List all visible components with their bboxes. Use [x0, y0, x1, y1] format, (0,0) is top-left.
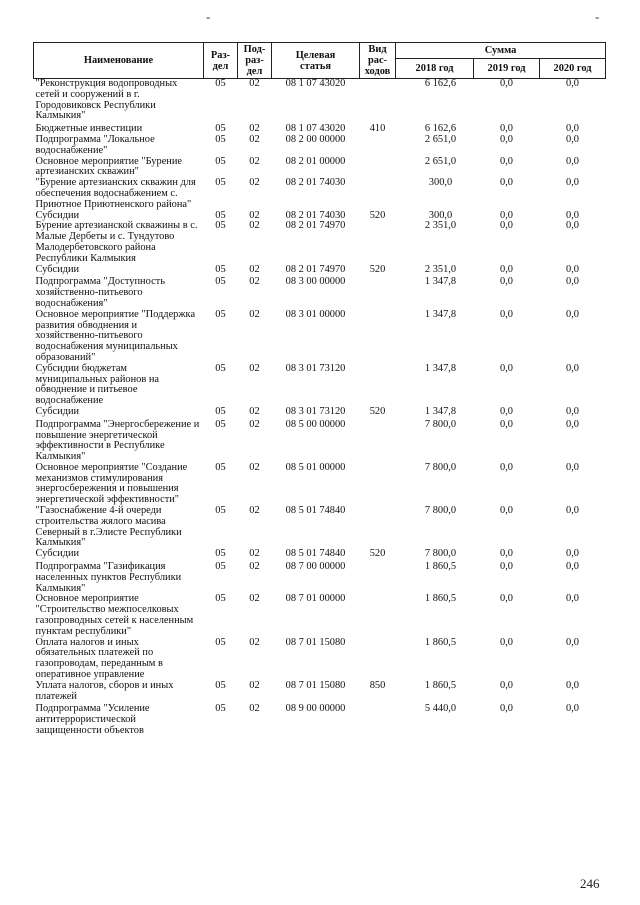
row-expense-type: [360, 594, 396, 637]
table-row: [34, 79, 606, 123]
row-expense-type: [360, 79, 396, 123]
row-razdel: 05: [215, 177, 226, 189]
row-razdel: 05: [215, 405, 226, 417]
row-sum-2020: 0,0: [566, 133, 579, 145]
table-row: [34, 681, 606, 703]
row-target-article: 08 7 01 00000: [285, 593, 346, 605]
row-target-article: 08 2 00 00000: [285, 133, 346, 145]
row-sum-2018: 7 800,0: [424, 461, 457, 473]
row-podrazdel: 02: [249, 220, 260, 232]
row-podrazdel: 02: [249, 636, 260, 648]
header-year-2018: 2018 год: [396, 59, 474, 79]
row-podrazdel: 02: [249, 362, 260, 374]
row-razdel: 05: [215, 133, 226, 145]
row-sum-2018: 7 800,0: [424, 505, 457, 517]
header-year-2019: 2019 год: [474, 59, 540, 79]
table-row: [34, 157, 606, 179]
row-podrazdel: 02: [249, 561, 260, 573]
row-name: Основное мероприятие "Создание механизмов стимулирования энергосбережения и повышения энергетической эффективности": [35, 461, 188, 506]
row-target-article: 08 2 01 74030: [285, 209, 346, 221]
row-name: Оплата налогов и иных обязательных платежей по газопроводам, переданным в оперативное управление: [35, 636, 163, 681]
row-sum-2018: 1 860,5: [424, 593, 457, 605]
header-target-article: Целевая статья: [272, 43, 360, 79]
row-sum-2018: 2 651,0: [424, 155, 457, 167]
table-row: [34, 506, 606, 549]
scan-mark-left: -: [206, 9, 211, 24]
row-expense-type: [360, 418, 396, 463]
row-expense-type: [360, 157, 396, 179]
row-razdel: 05: [215, 155, 226, 167]
row-sum-2019: 0,0: [500, 133, 513, 145]
row-expense-type: 520: [369, 548, 386, 560]
row-expense-type: 520: [369, 263, 386, 275]
row-sum-2018: 7 800,0: [424, 548, 457, 560]
row-sum-2019: 0,0: [500, 123, 513, 135]
page-number: 246: [580, 876, 600, 891]
row-razdel: 05: [215, 263, 226, 275]
row-sum-2018: 2 651,0: [424, 133, 457, 145]
row-name: Субсидии: [35, 209, 80, 221]
row-sum-2018: 1 860,5: [424, 679, 457, 691]
row-sum-2018: 1 347,8: [424, 405, 457, 417]
row-name: "Бурение артезианских скважин для обеспечения водоснабжением с. Приютное Приютненского района": [35, 177, 196, 210]
row-expense-type: [360, 135, 396, 157]
row-razdel: 05: [215, 78, 226, 89]
row-name: Подпрограмма "Энергосбережение и повышение энергетической эффективности в Республике Калмыкия": [35, 418, 200, 463]
row-razdel: 05: [215, 209, 226, 221]
table-row: [34, 549, 606, 560]
row-razdel: 05: [215, 461, 226, 473]
row-name: Подпрограмма "Доступность хозяйственно-питьевого водоснабжения": [35, 276, 165, 309]
row-name: Основное мероприятие "Поддержка развития обводнения и хозяйственно-питьевого водоснабжения муниципальных образований": [35, 308, 196, 363]
row-expense-type: 850: [369, 679, 386, 691]
row-sum-2018: 6 162,6: [424, 78, 457, 89]
row-razdel: 05: [215, 308, 226, 320]
row-sum-2019: 0,0: [500, 177, 513, 189]
row-name: Основное мероприятие "Бурение артезианских скважин": [35, 155, 183, 178]
row-sum-2020: 0,0: [566, 220, 579, 232]
row-name: "Реконструкция водопроводных сетей и сооружений в г. Городовиковск Республики Калмыкия": [35, 78, 178, 122]
row-sum-2019: 0,0: [500, 209, 513, 221]
row-podrazdel: 02: [249, 155, 260, 167]
row-sum-2018: 1 347,8: [424, 308, 457, 320]
row-expense-type: 410: [369, 123, 386, 135]
row-podrazdel: 02: [249, 133, 260, 145]
row-sum-2020: 0,0: [566, 78, 579, 89]
row-sum-2019: 0,0: [500, 461, 513, 473]
row-sum-2019: 0,0: [500, 548, 513, 560]
row-sum-2019: 0,0: [500, 593, 513, 605]
row-target-article: 08 3 01 73120: [285, 405, 346, 417]
table-row: [34, 560, 606, 594]
table-row: [34, 135, 606, 157]
row-sum-2020: 0,0: [566, 561, 579, 573]
row-razdel: 05: [215, 593, 226, 605]
table-row: [34, 407, 606, 418]
table-row: [34, 463, 606, 506]
row-sum-2019: 0,0: [500, 418, 513, 430]
table-row: [34, 418, 606, 463]
row-podrazdel: 02: [249, 308, 260, 320]
row-expense-type: [360, 702, 396, 736]
row-sum-2018: 1 347,8: [424, 276, 457, 288]
row-sum-2019: 0,0: [500, 263, 513, 275]
row-target-article: 08 5 00 00000: [285, 418, 346, 430]
row-sum-2019: 0,0: [500, 155, 513, 167]
row-razdel: 05: [215, 220, 226, 232]
row-podrazdel: 02: [249, 703, 260, 715]
header-year-2020: 2020 год: [540, 59, 606, 79]
row-sum-2020: 0,0: [566, 461, 579, 473]
row-name: Субсидии: [35, 263, 80, 275]
row-sum-2019: 0,0: [500, 276, 513, 288]
header-podrazdel: Под- раз- дел: [238, 43, 272, 79]
row-sum-2018: 5 440,0: [424, 703, 457, 715]
row-podrazdel: 02: [249, 461, 260, 473]
row-target-article: 08 3 01 73120: [285, 362, 346, 374]
row-expense-type: 520: [369, 209, 386, 221]
row-target-article: 08 7 00 00000: [285, 561, 346, 573]
row-name: Субсидии бюджетам муниципальных районов на обводнение и питьевое водоснабжение: [35, 362, 160, 407]
row-sum-2018: 1 860,5: [424, 636, 457, 648]
row-razdel: 05: [215, 276, 226, 288]
row-name: Подпрограмма "Усиление антитеррористической защищенности объектов: [35, 703, 150, 737]
row-target-article: 08 1 07 43020: [285, 78, 346, 89]
row-sum-2020: 0,0: [566, 548, 579, 560]
row-sum-2020: 0,0: [566, 505, 579, 517]
row-sum-2020: 0,0: [566, 703, 579, 715]
row-expense-type: [360, 310, 396, 364]
row-sum-2020: 0,0: [566, 123, 579, 135]
row-target-article: 08 9 00 00000: [285, 703, 346, 715]
table-row: [34, 275, 606, 309]
row-name: Уплата налогов, сборов и иных платежей: [35, 679, 174, 702]
row-sum-2020: 0,0: [566, 679, 579, 691]
row-sum-2020: 0,0: [566, 155, 579, 167]
row-name: Основное мероприятие "Строительство межпоселковых газопроводных сетей к населенным пунктам республики": [35, 593, 194, 637]
row-expense-type: [360, 638, 396, 681]
row-target-article: 08 2 01 00000: [285, 155, 346, 167]
row-podrazdel: 02: [249, 405, 260, 417]
table-row: [34, 594, 606, 637]
row-expense-type: [360, 221, 396, 264]
row-expense-type: [360, 506, 396, 549]
row-sum-2020: 0,0: [566, 308, 579, 320]
row-target-article: 08 1 07 43020: [285, 123, 346, 135]
row-sum-2019: 0,0: [500, 703, 513, 715]
row-sum-2019: 0,0: [500, 679, 513, 691]
row-podrazdel: 02: [249, 123, 260, 135]
row-sum-2018: 7 800,0: [424, 418, 457, 430]
row-target-article: 08 5 01 74840: [285, 548, 346, 560]
header-sum: Сумма: [396, 43, 606, 59]
budget-table: [33, 42, 606, 737]
row-podrazdel: 02: [249, 593, 260, 605]
row-target-article: 08 2 01 74030: [285, 177, 346, 189]
row-sum-2019: 0,0: [500, 308, 513, 320]
row-podrazdel: 02: [249, 78, 260, 89]
row-podrazdel: 02: [249, 276, 260, 288]
row-sum-2018: 2 351,0: [424, 220, 457, 232]
row-sum-2020: 0,0: [566, 405, 579, 417]
row-sum-2019: 0,0: [500, 220, 513, 232]
row-sum-2019: 0,0: [500, 362, 513, 374]
row-target-article: 08 5 01 74840: [285, 505, 346, 517]
row-sum-2020: 0,0: [566, 418, 579, 430]
row-podrazdel: 02: [249, 505, 260, 517]
row-sum-2020: 0,0: [566, 209, 579, 221]
row-podrazdel: 02: [249, 679, 260, 691]
row-sum-2018: 300,0: [428, 177, 453, 189]
row-target-article: 08 2 01 74970: [285, 263, 346, 275]
row-podrazdel: 02: [249, 263, 260, 275]
row-razdel: 05: [215, 505, 226, 517]
row-sum-2019: 0,0: [500, 405, 513, 417]
row-sum-2019: 0,0: [500, 505, 513, 517]
row-target-article: 08 5 01 00000: [285, 461, 346, 473]
row-sum-2020: 0,0: [566, 593, 579, 605]
row-podrazdel: 02: [249, 209, 260, 221]
row-name: Субсидии: [35, 548, 80, 560]
header-name: Наименование: [34, 43, 204, 79]
row-sum-2020: 0,0: [566, 362, 579, 374]
row-sum-2018: 2 351,0: [424, 263, 457, 275]
row-sum-2018: 1 347,8: [424, 362, 457, 374]
row-razdel: 05: [215, 362, 226, 374]
row-sum-2018: 300,0: [428, 209, 453, 221]
row-sum-2020: 0,0: [566, 263, 579, 275]
row-expense-type: [360, 178, 396, 210]
row-sum-2019: 0,0: [500, 636, 513, 648]
table-row: [34, 265, 606, 276]
row-name: "Газоснабжение 4-й очереди строительства жялого масива Северный в г.Элисте Республики Калмыкия": [35, 505, 182, 549]
row-name: Бюджетные инвестиции: [35, 123, 143, 135]
row-target-article: 08 7 01 15080: [285, 679, 346, 691]
table-body: [34, 79, 606, 737]
row-razdel: 05: [215, 418, 226, 430]
scan-mark-right: -: [595, 9, 600, 24]
row-name: Подпрограмма "Газификация населенных пунктов Республики Калмыкия": [35, 561, 182, 594]
row-target-article: 08 7 01 15080: [285, 636, 346, 648]
row-podrazdel: 02: [249, 548, 260, 560]
row-podrazdel: 02: [249, 177, 260, 189]
row-podrazdel: 02: [249, 418, 260, 430]
row-sum-2019: 0,0: [500, 78, 513, 89]
row-razdel: 05: [215, 636, 226, 648]
row-name: Подпрограмма "Локальное водоснабжение": [35, 133, 155, 156]
row-expense-type: 520: [369, 405, 386, 417]
row-sum-2020: 0,0: [566, 276, 579, 288]
table-row: [34, 178, 606, 210]
row-sum-2019: 0,0: [500, 561, 513, 573]
table-row: [34, 221, 606, 264]
row-sum-2020: 0,0: [566, 636, 579, 648]
row-razdel: 05: [215, 123, 226, 135]
row-razdel: 05: [215, 548, 226, 560]
table-row: [34, 364, 606, 407]
header-razdel: Раз- дел: [204, 43, 238, 79]
row-name: Субсидии: [35, 405, 80, 417]
row-expense-type: [360, 560, 396, 594]
row-expense-type: [360, 275, 396, 309]
table-row: [34, 638, 606, 681]
row-target-article: 08 3 00 00000: [285, 276, 346, 288]
row-razdel: 05: [215, 703, 226, 715]
row-expense-type: [360, 463, 396, 506]
row-sum-2020: 0,0: [566, 177, 579, 189]
row-name: Бурение артезианской скважины в с. Малые Дербеты и с. Тундутово Малодербетовского района Республики Калмыкия: [35, 220, 198, 264]
row-expense-type: [360, 364, 396, 407]
row-razdel: 05: [215, 679, 226, 691]
header-expense-type: Вид рас- ходов: [360, 43, 396, 79]
row-target-article: 08 2 01 74970: [285, 220, 346, 232]
row-sum-2018: 1 860,5: [424, 561, 457, 573]
row-sum-2018: 6 162,6: [424, 123, 457, 135]
row-target-article: 08 3 01 00000: [285, 308, 346, 320]
table-row: [34, 310, 606, 364]
row-razdel: 05: [215, 561, 226, 573]
table-row: [34, 702, 606, 736]
